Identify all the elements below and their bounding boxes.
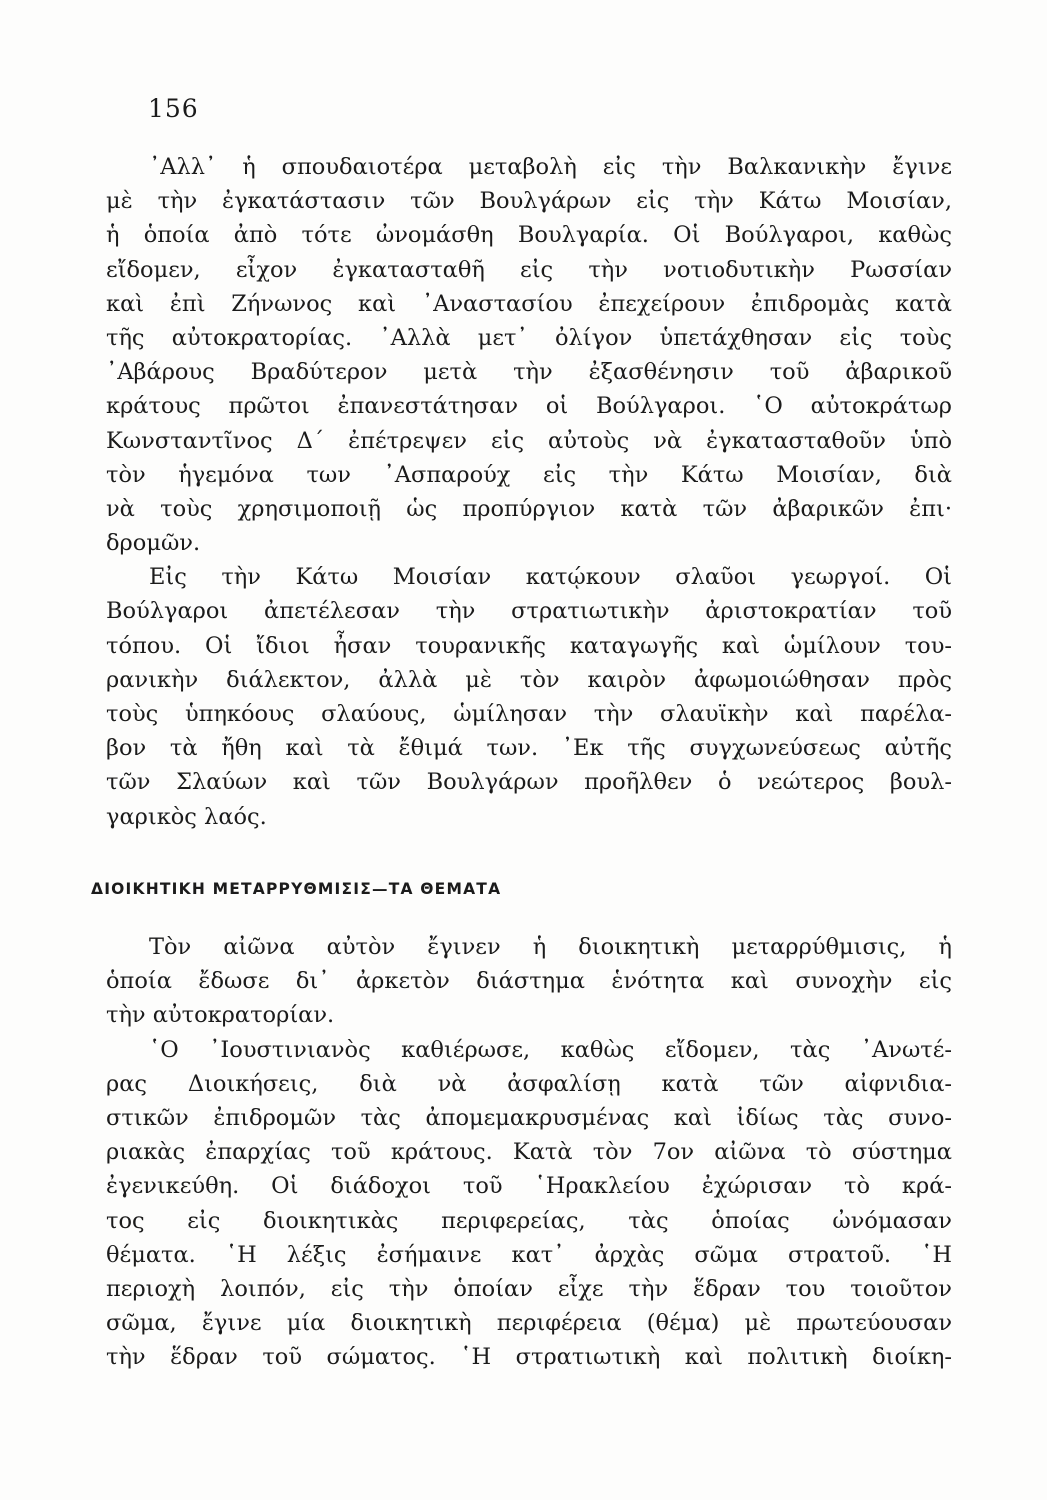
text-line: νὰ τοὺς χρησιμοποιῇ ὡς προπύργιον κατὰ τῶν ἀβαρικῶν ἐπι· — [106, 495, 952, 522]
body-text-section-2 — [106, 930, 952, 1374]
section-heading: ΔΙΟΙΚΗΤΙΚΗ ΜΕΤΑΡΡΥΘΜΙΣΙΣ—ΤΑ ΘΕΜΑΤΑ — [91, 880, 502, 898]
text-line: ἐγενικεύθη. Οἱ διάδοχοι τοῦ ῾Ηρακλείου ἐχώρισαν τὸ κρά- — [106, 1173, 952, 1200]
text-line: ᾿Αλλ᾿ ἡ σπουδαιοτέρα μεταβολὴ εἰς τὴν Βαλκανικὴν ἔγινε — [149, 154, 952, 180]
text-line: ρανικὴν διάλεκτον, ἀλλὰ μὲ τὸν καιρὸν ἀφωμοιώθησαν πρὸς — [106, 666, 952, 693]
text-line: θέματα. ῾Η λέξις ἐσήμαινε κατ᾿ ἀρχὰς σῶμα στρατοῦ. ῾Η — [106, 1241, 952, 1268]
text-line: τόπου. Οἱ ἴδιοι ἦσαν τουρανικῆς καταγωγῆς καὶ ὡμίλουν του- — [106, 632, 952, 659]
body-text-section-1 — [106, 150, 952, 834]
text-line: τὴν ἕδραν τοῦ σώματος. ῾Η στρατιωτικὴ καὶ πολιτικὴ διοίκη- — [106, 1344, 952, 1371]
text-line: ὁποία ἔδωσε δι᾿ ἀρκετὸν διάστημα ἑνότητα καὶ συνοχὴν εἰς — [106, 968, 952, 995]
text-line: βον τὰ ἤθη καὶ τὰ ἔθιμά των. ᾿Εκ τῆς συγχωνεύσεως αὐτῆς — [106, 735, 952, 762]
text-line: τὴν αὐτοκρατορίαν. — [106, 1002, 335, 1029]
text-line: Βούλγαροι ἀπετέλεσαν τὴν στρατιωτικὴν ἀριστοκρατίαν τοῦ — [106, 598, 952, 625]
text-line: τῶν Σλαύων καὶ τῶν Βουλγάρων προῆλθεν ὁ νεώτερος βουλ- — [106, 769, 952, 796]
text-line: τος εἰς διοικητικὰς περιφερείας, τὰς ὁποίας ὠνόμασαν — [106, 1207, 952, 1234]
text-line: γαρικὸς λαός. — [106, 803, 267, 830]
text-line: ἡ ὁποία ἀπὸ τότε ὠνομάσθη Βουλγαρία. Οἱ Βούλγαροι, καθὼς — [106, 222, 952, 249]
page-number: 156 — [148, 94, 199, 123]
text-line: καὶ ἐπὶ Ζήνωνος καὶ ᾿Αναστασίου ἐπεχείρουν ἐπιδρομὰς κατὰ — [106, 290, 952, 317]
text-line: ρας Διοικήσεις, διὰ νὰ ἀσφαλίσῃ κατὰ τῶν αἰφνιδια- — [106, 1070, 952, 1097]
text-line: ᾿Αβάρους Βραδύτερον μετὰ τὴν ἐξασθένησιν τοῦ ἀβαρικοῦ — [106, 359, 952, 386]
text-line: Κωνσταντῖνος Δ΄ ἐπέτρεψεν εἰς αὐτοὺς νὰ ἐγκατασταθοῦν ὑπὸ — [106, 427, 952, 454]
text-line: τὸν ἡγεμόνα των ᾿Ασπαρούχ εἰς τὴν Κάτω Μοισίαν, διὰ — [106, 461, 952, 488]
text-line: κράτους πρῶτοι ἐπανεστάτησαν οἱ Βούλγαροι. ῾Ο αὐτοκράτωρ — [106, 393, 952, 420]
text-line: στικῶν ἐπιδρομῶν τὰς ἀπομεμακρυσμένας καὶ ἰδίως τὰς συνο- — [106, 1104, 952, 1131]
text-line: ῾Ο ᾿Ιουστινιανὸς καθιέρωσε, καθὼς εἴδομεν, τὰς ᾿Ανωτέ- — [149, 1036, 952, 1063]
text-line: δρομῶν. — [106, 530, 201, 557]
text-line: σῶμα, ἔγινε μία διοικητικὴ περιφέρεια (θέμα) μὲ πρωτεύουσαν — [106, 1310, 952, 1337]
text-line: ριακὰς ἐπαρχίας τοῦ κράτους. Κατὰ τὸν 7ον αἰῶνα τὸ σύστημα — [106, 1139, 952, 1166]
text-line: μὲ τὴν ἐγκατάστασιν τῶν Βουλγάρων εἰς τὴν Κάτω Μοισίαν, — [106, 188, 952, 215]
text-line: τοὺς ὑπηκόους σλαύους, ὡμίλησαν τὴν σλαυϊκὴν καὶ παρέλα- — [106, 701, 952, 727]
text-line: εἴδομεν, εἶχον ἐγκατασταθῆ εἰς τὴν νοτιοδυτικὴν Ρωσσίαν — [106, 256, 952, 283]
text-line: περιοχὴ λοιπόν, εἰς τὴν ὁποίαν εἶχε τὴν ἕδραν του τοιοῦτον — [106, 1275, 952, 1302]
text-line: Τὸν αἰῶνα αὐτὸν ἔγινεν ἡ διοικητικὴ μεταρρύθμισις, ἡ — [149, 934, 952, 960]
text-line: τῆς αὐτοκρατορίας. ᾿Αλλὰ μετ᾿ ὀλίγον ὑπετάχθησαν εἰς τοὺς — [106, 324, 952, 351]
text-line: Εἰς τὴν Κάτω Μοισίαν κατῴκουν σλαῦοι γεωργοί. Οἱ — [149, 564, 952, 591]
